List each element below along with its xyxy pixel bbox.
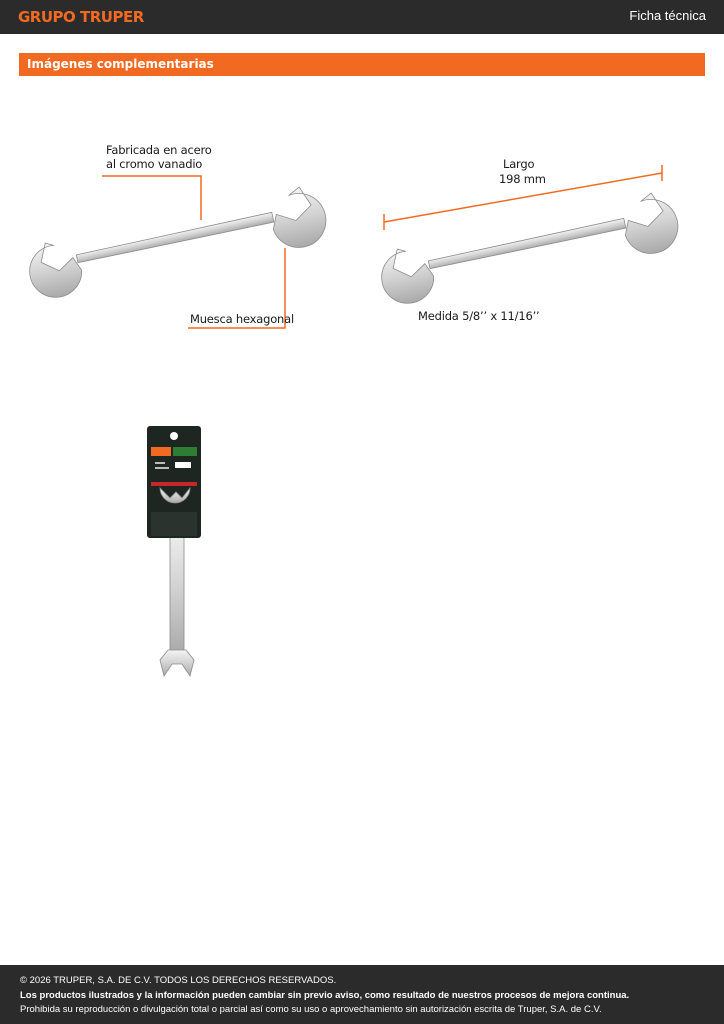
length-label: Largo <box>503 157 535 171</box>
wrench-figure-2 <box>376 189 683 310</box>
footer-copyright: © 2026 TRUPER, S.A. DE C.V. TODOS LOS DERECHOS RESERVADOS. <box>20 975 337 986</box>
callout-material-line1: Fabricada en acero <box>106 143 212 157</box>
callout-hex: Muesca hexagonal <box>190 312 294 326</box>
callout-material-line2: al cromo vanadio <box>106 157 203 171</box>
length-value: 198 mm <box>499 172 546 186</box>
brand-logo: GRUPO TRUPER <box>18 8 144 26</box>
doc-type-label: Ficha técnica <box>629 8 706 23</box>
callout-line-material <box>102 176 201 220</box>
footer <box>0 965 724 1024</box>
footer-notice: Los productos ilustrados y la información pueden cambiar sin previo aviso, como resultado de nuestros procesos de mejora continua. <box>20 990 630 1001</box>
section-title: Imágenes complementarias <box>27 57 214 71</box>
footer-prohibition: Prohibida su reproducción o divulgación total o parcial así como su uso o aprovechamiento sin autorización escrita de Truper, S.A. de C.V. <box>20 1004 602 1015</box>
size-label: Medida 5/8’’ x 11/16’’ <box>418 309 540 323</box>
packaged-wrench-image <box>147 426 201 676</box>
